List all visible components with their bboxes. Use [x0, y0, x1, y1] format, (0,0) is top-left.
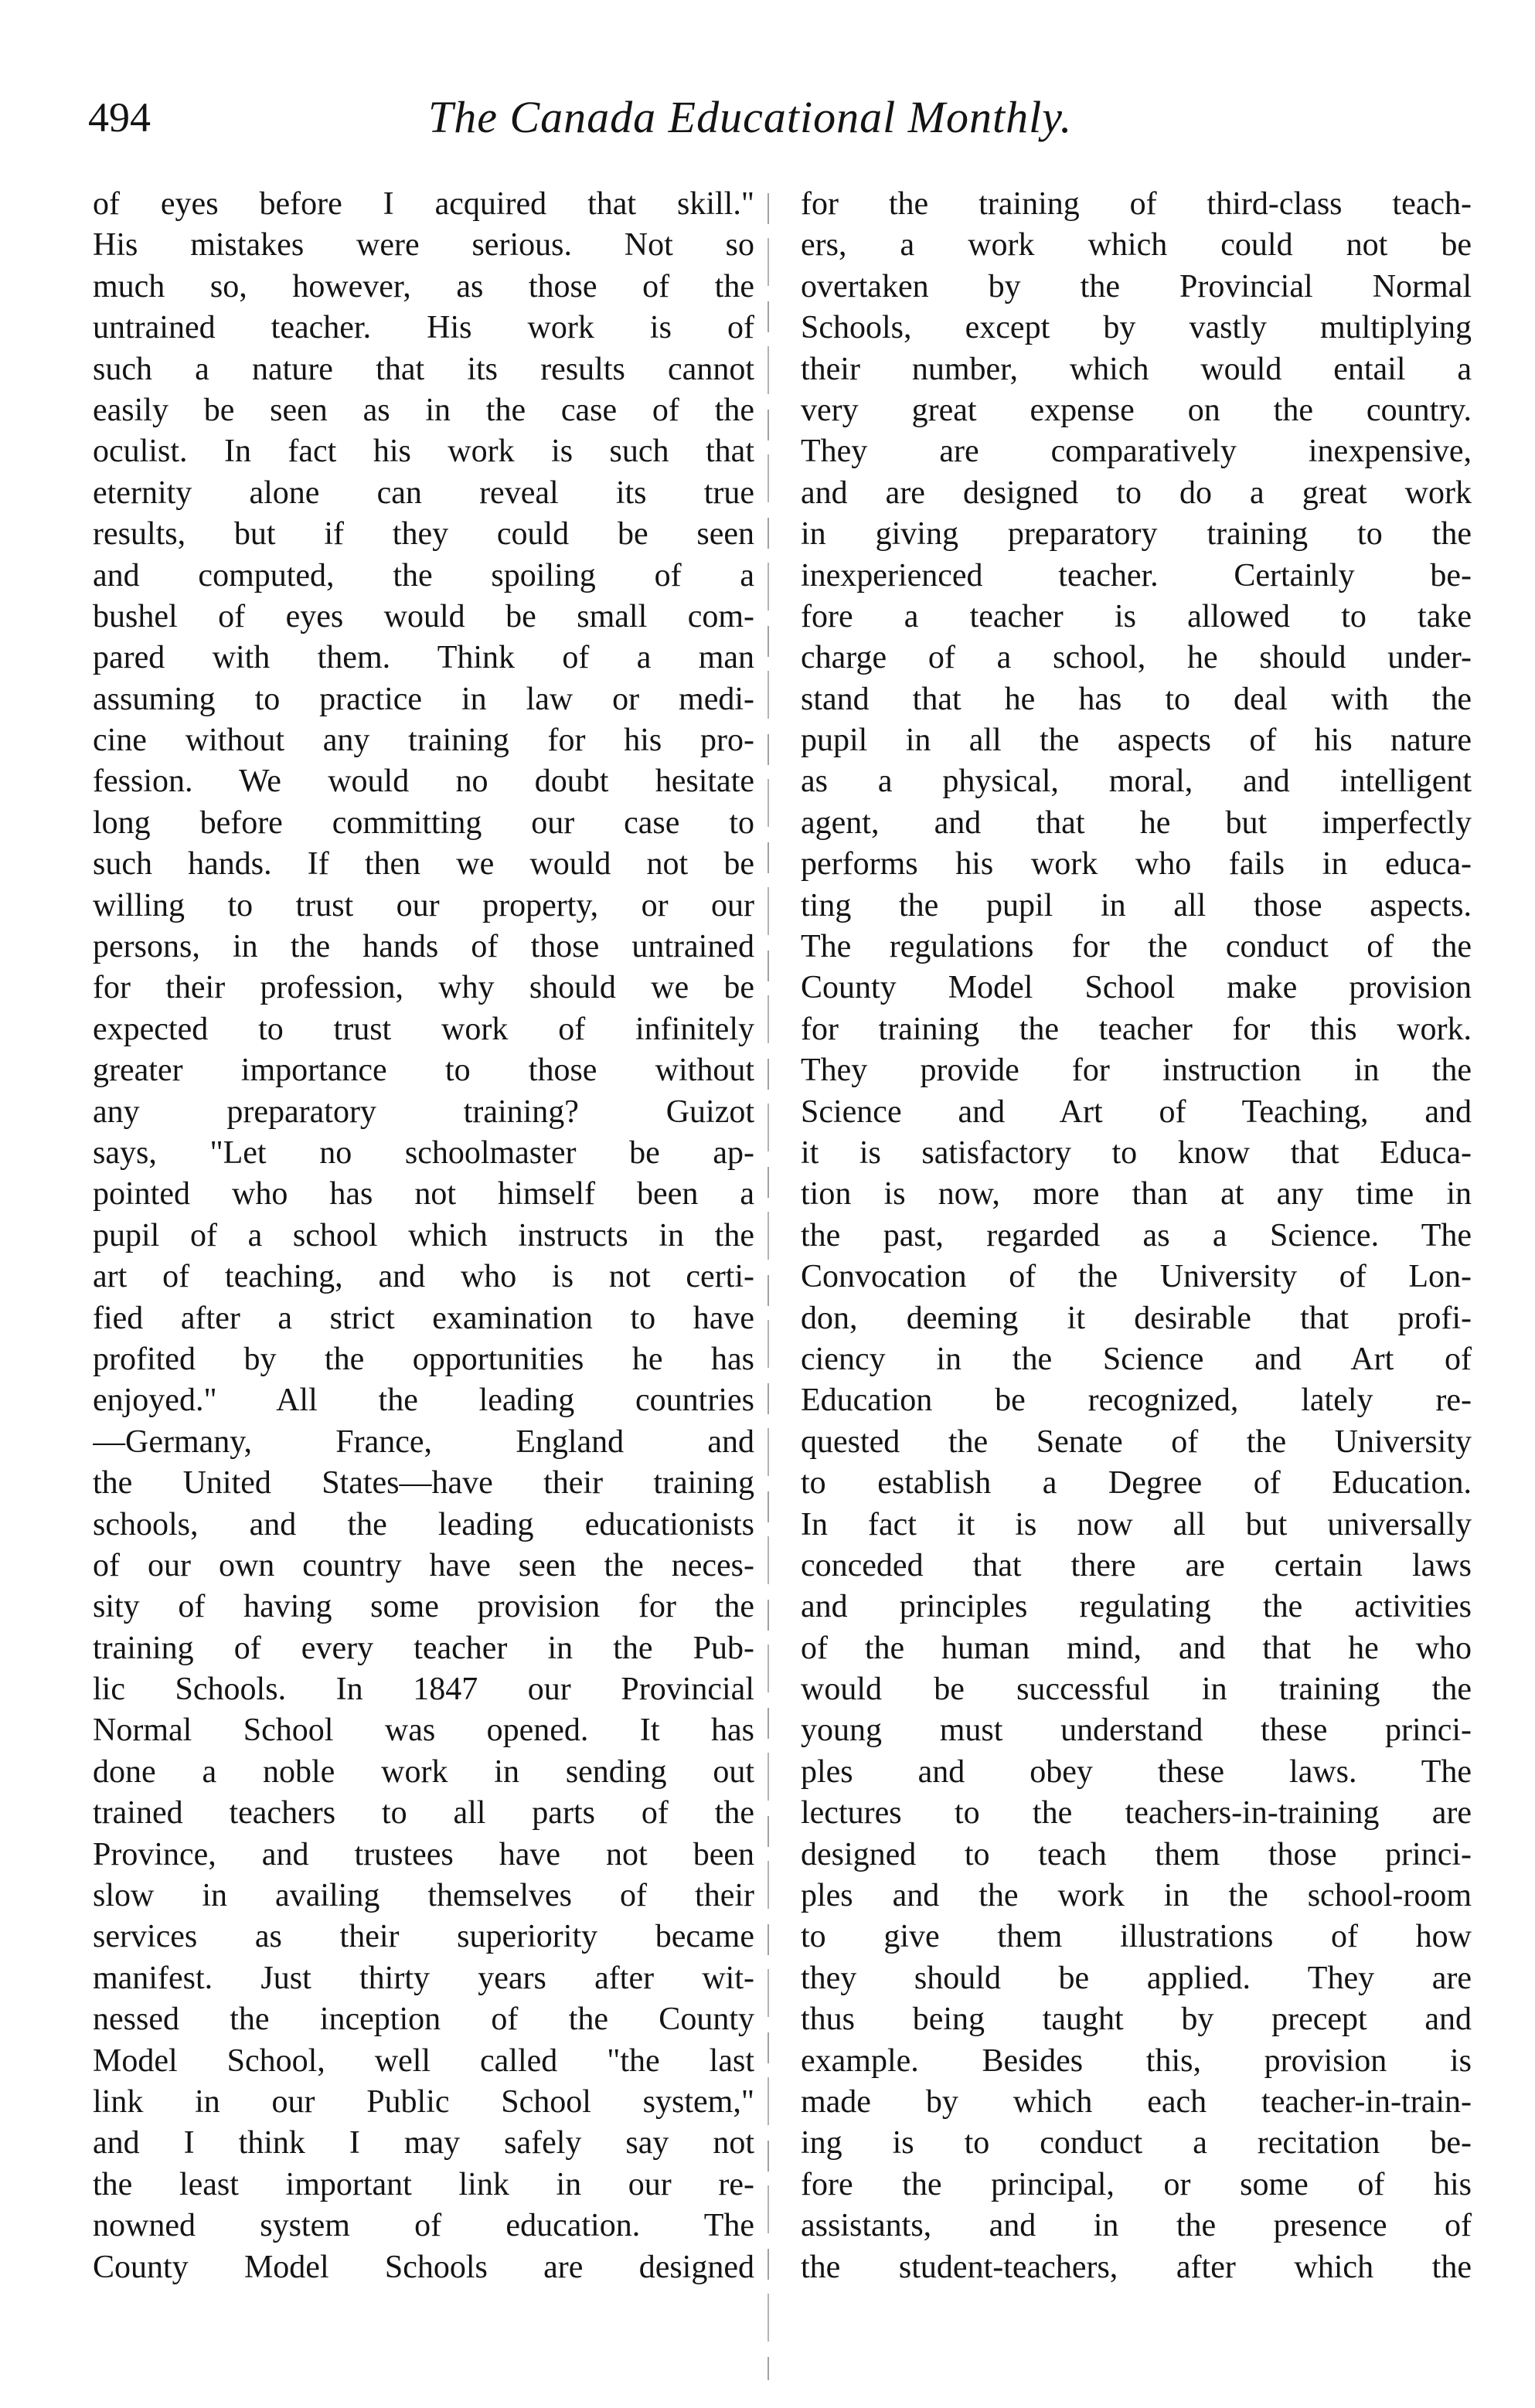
- text-line: —Germany, France, England and: [93, 1423, 754, 1460]
- text-line: done a noble work in sending out: [93, 1753, 754, 1790]
- text-line: would be successful in training the: [801, 1672, 1472, 1708]
- text-line: nowned system of education. The: [93, 2208, 754, 2244]
- text-line: Province, and trustees have not been: [93, 1836, 754, 1872]
- page-number: 494: [88, 94, 151, 141]
- text-line: art of teaching, and who is not certi-: [93, 1259, 754, 1295]
- text-line: the United States—have their training: [93, 1465, 754, 1502]
- text-line: Science and Art of Teaching, and: [801, 1093, 1472, 1130]
- text-line: The regulations for the conduct of the: [801, 929, 1472, 965]
- text-line: stand that he has to deal with the: [801, 681, 1472, 717]
- text-line: link in our Public School system,": [93, 2083, 754, 2120]
- text-line: trained teachers to all parts of the: [93, 1795, 754, 1832]
- text-line: In fact it is now all but universally: [801, 1506, 1472, 1542]
- column-rule: [768, 193, 769, 2380]
- text-line: Convocation of the University of Lon-: [801, 1259, 1472, 1295]
- text-line: His mistakes were serious. Not so: [93, 227, 754, 264]
- text-line: expected to trust work of infinitely: [93, 1011, 754, 1047]
- text-line: results, but if they could be seen: [93, 516, 754, 553]
- text-line: overtaken by the Provincial Normal: [801, 268, 1472, 304]
- text-line: Normal School was opened. It has: [93, 1712, 754, 1749]
- text-line: fore the principal, or some of his: [801, 2166, 1472, 2202]
- text-line: as a physical, moral, and intelligent: [801, 764, 1472, 800]
- text-line: schools, and the leading educationists: [93, 1506, 754, 1542]
- text-line: it is satisfactory to know that Educa-: [801, 1134, 1472, 1171]
- text-line: enjoyed." All the leading countries: [93, 1383, 754, 1419]
- text-line: young must understand these princi-: [801, 1712, 1472, 1749]
- text-line: ting the pupil in all those aspects.: [801, 887, 1472, 923]
- text-line: ers, a work which could not be: [801, 227, 1472, 264]
- text-line: County Model School make provision: [801, 970, 1472, 1006]
- text-line: manifest. Just thirty years after wit-: [93, 1960, 754, 1996]
- text-line: willing to trust our property, or our: [93, 887, 754, 923]
- text-line: of the human mind, and that he who: [801, 1630, 1472, 1666]
- right-text-column: [801, 184, 1472, 2288]
- text-line: lic Schools. In 1847 our Provincial: [93, 1672, 754, 1708]
- text-line: oculist. In fact his work is such that: [93, 434, 754, 470]
- text-line: Model School, well called "the last: [93, 2042, 754, 2079]
- text-line: such hands. If then we would not be: [93, 846, 754, 883]
- text-line: They provide for instruction in the: [801, 1053, 1472, 1089]
- text-line: quested the Senate of the University: [801, 1423, 1472, 1460]
- text-line: in giving preparatory training to the: [801, 516, 1472, 553]
- text-line: eternity alone can reveal its true: [93, 474, 754, 511]
- text-line: and computed, the spoiling of a: [93, 557, 754, 593]
- running-title: The Canada Educational Monthly.: [428, 92, 1073, 142]
- text-line: example. Besides this, provision is: [801, 2042, 1472, 2079]
- text-line: performs his work who fails in educa-: [801, 846, 1472, 883]
- text-line: lectures to the teachers-in-training are: [801, 1795, 1472, 1832]
- text-line: to give them illustrations of how: [801, 1919, 1472, 1955]
- text-line: services as their superiority became: [93, 1919, 754, 1955]
- text-line: very great expense on the country.: [801, 392, 1472, 428]
- text-line: assistants, and in the presence of: [801, 2208, 1472, 2244]
- text-line: Education be recognized, lately re-: [801, 1383, 1472, 1419]
- text-line: for the training of third-class teach-: [801, 186, 1472, 222]
- text-line: such a nature that its results cannot: [93, 351, 754, 387]
- text-line: designed to teach them those princi-: [801, 1836, 1472, 1872]
- text-line: slow in availing themselves of their: [93, 1878, 754, 1914]
- text-line: of our own country have seen the neces-: [93, 1547, 754, 1583]
- text-line: says, "Let no schoolmaster be ap-: [93, 1134, 754, 1171]
- text-line: easily be seen as in the case of the: [93, 392, 754, 428]
- text-line: much so, however, as those of the: [93, 268, 754, 304]
- text-line: for training the teacher for this work.: [801, 1011, 1472, 1047]
- text-line: inexperienced teacher. Certainly be-: [801, 557, 1472, 593]
- text-line: conceded that there are certain laws: [801, 1547, 1472, 1583]
- text-line: pared with them. Think of a man: [93, 640, 754, 676]
- text-line: fession. We would no doubt hesitate: [93, 764, 754, 800]
- text-line: nessed the inception of the County: [93, 2002, 754, 2038]
- text-line: pupil in all the aspects of his nature: [801, 723, 1472, 759]
- text-line: sity of having some provision for the: [93, 1589, 754, 1625]
- text-line: the least important link in our re-: [93, 2166, 754, 2202]
- text-line: made by which each teacher-in-train-: [801, 2083, 1472, 2120]
- page-header: [88, 87, 1479, 156]
- text-line: fied after a strict examination to have: [93, 1300, 754, 1336]
- text-line: tion is now, more than at any time in: [801, 1176, 1472, 1213]
- text-line: ing is to conduct a recitation be-: [801, 2125, 1472, 2161]
- text-line: and principles regulating the activities: [801, 1589, 1472, 1625]
- text-line: and are designed to do a great work: [801, 474, 1472, 511]
- text-line: of eyes before I acquired that skill.": [93, 186, 754, 222]
- text-line: the student-teachers, after which the: [801, 2249, 1472, 2285]
- text-line: their number, which would entail a: [801, 351, 1472, 387]
- text-line: They are comparatively inexpensive,: [801, 434, 1472, 470]
- text-line: the past, regarded as a Science. The: [801, 1217, 1472, 1253]
- left-text-column: [93, 184, 754, 2288]
- text-line: long before committing our case to: [93, 804, 754, 841]
- text-line: ples and the work in the school-room: [801, 1878, 1472, 1914]
- text-line: bushel of eyes would be small com-: [93, 598, 754, 634]
- text-line: greater importance to those without: [93, 1053, 754, 1089]
- text-line: don, deeming it desirable that profi-: [801, 1300, 1472, 1336]
- text-line: they should be applied. They are: [801, 1960, 1472, 1996]
- text-line: to establish a Degree of Education.: [801, 1465, 1472, 1502]
- text-line: assuming to practice in law or medi-: [93, 681, 754, 717]
- text-line: thus being taught by precept and: [801, 2002, 1472, 2038]
- text-line: and I think I may safely say not: [93, 2125, 754, 2161]
- text-line: for their profession, why should we be: [93, 970, 754, 1006]
- text-line: pointed who has not himself been a: [93, 1176, 754, 1213]
- text-line: untrained teacher. His work is of: [93, 310, 754, 346]
- text-line: cine without any training for his pro-: [93, 723, 754, 759]
- text-line: ciency in the Science and Art of: [801, 1341, 1472, 1377]
- text-line: ples and obey these laws. The: [801, 1753, 1472, 1790]
- text-line: any preparatory training? Guizot: [93, 1093, 754, 1130]
- text-line: charge of a school, he should under-: [801, 640, 1472, 676]
- text-line: pupil of a school which instructs in the: [93, 1217, 754, 1253]
- text-line: fore a teacher is allowed to take: [801, 598, 1472, 634]
- text-line: persons, in the hands of those untrained: [93, 929, 754, 965]
- text-line: training of every teacher in the Pub-: [93, 1630, 754, 1666]
- text-line: Schools, except by vastly multiplying: [801, 310, 1472, 346]
- text-line: profited by the opportunities he has: [93, 1341, 754, 1377]
- text-line: County Model Schools are designed: [93, 2249, 754, 2285]
- text-line: agent, and that he but imperfectly: [801, 804, 1472, 841]
